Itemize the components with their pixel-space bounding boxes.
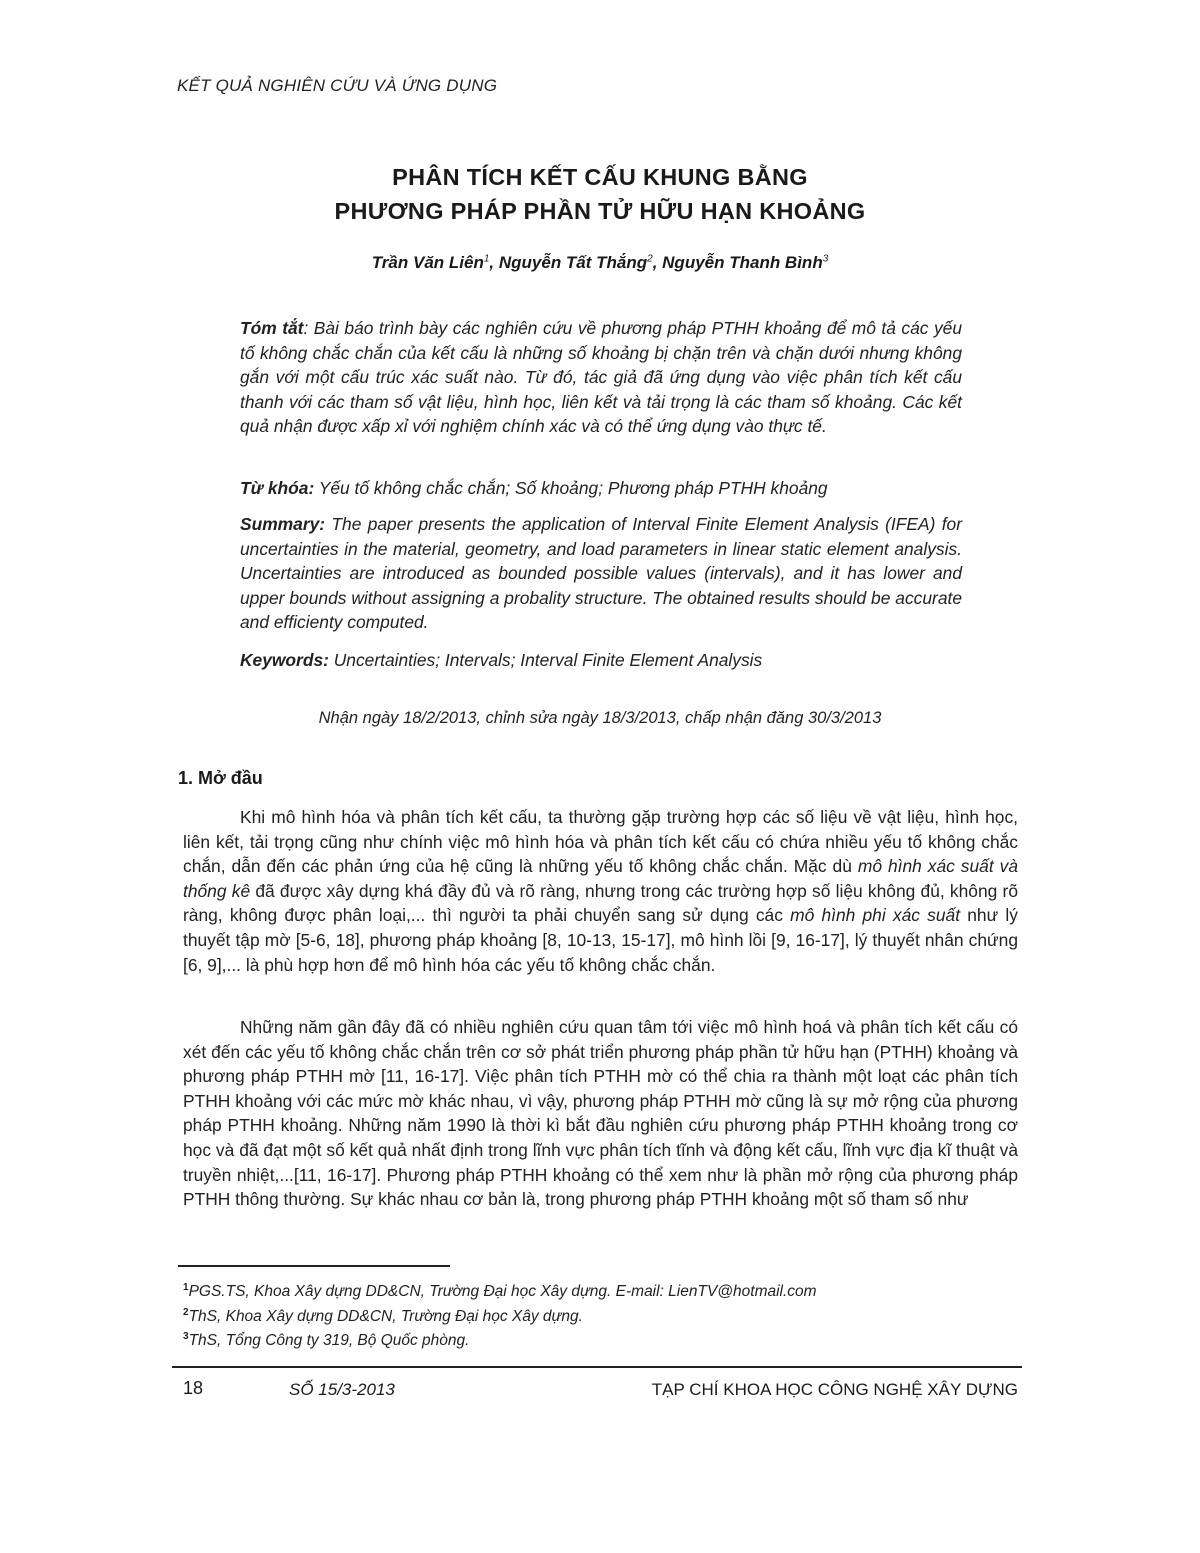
author-name: Trần Văn Liên: [371, 253, 484, 272]
abstract-text: : Bài báo trình bày các nghiên cứu về phương pháp PTHH khoảng để mô tả các yếu tố không chắc chắn của kết cấu là những số khoảng bị chặn trên và chặn dưới nhưng không gắn với một cấu trúc xác suất nào. Từ đó, tác giả đã ứng dụng vào việc phân tích kết cấu thanh với các tham số vật liệu, hình học, liên kết và tải trọng là các tham số khoảng. Các kết quả nhận được xấp xỉ với nghiệm chính xác và có thể ứng dụng vào thực tế.: [240, 318, 962, 436]
keywords-vietnamese: [240, 476, 962, 501]
footnote: [183, 1303, 817, 1328]
summary-text: The paper presents the application of Interval Finite Element Analysis (IFEA) for uncertainties in the material, geometry, and load parameters in linear static element analysis. Uncertainties are introduced as bounded possible values (intervals), and it has lower and upper bounds without assigning a probality structure. The obtained results should be accurate and efficienty computed.: [240, 514, 962, 632]
paper-title: [150, 160, 1050, 228]
footnote: [183, 1278, 817, 1303]
footnote-text: ThS, Khoa Xây dựng DD&CN, Trường Đại học Xây dựng.: [188, 1307, 583, 1325]
title-line-2: PHƯƠNG PHÁP PHẦN TỬ HỮU HẠN KHOẢNG: [334, 198, 866, 224]
section-heading: 1. Mở đầu: [178, 768, 263, 788]
received-dates: Nhận ngày 18/2/2013, chỉnh sửa ngày 18/3/2013, chấp nhận đăng 30/3/2013: [318, 709, 882, 727]
journal-name: TẠP CHÍ KHOA HỌC CÔNG NGHỆ XÂY DỰNG: [651, 1380, 1018, 1399]
author-affiliation-mark: 2: [647, 253, 653, 265]
author-name: Nguyễn Tất Thắng: [498, 253, 648, 272]
keywords-text: Yếu tố không chắc chắn; Số khoảng; Phương pháp PTHH khoảng: [314, 478, 828, 498]
keywords-english: [240, 648, 962, 673]
footnote: [183, 1327, 817, 1352]
footnote-divider: [178, 1265, 450, 1267]
abstract-label: Tóm tắt: [240, 318, 304, 338]
paragraph-text: Khi mô hình hóa và phân tích kết cấu, ta thường gặp trường hợp các số liệu về vật liệu, hình học, liên kết, tải trọng cũng như chính việc mô hình hóa và phân tích kết cấu có chứa nhiều yếu tố không chắc chắn, dẫn đến các phản ứng của hệ cũng là những yếu tố không chắc chắn. Mặc dù: [183, 807, 1018, 877]
emphasis-text: mô hình phi xác suất: [790, 905, 961, 926]
abstract-english: [240, 512, 962, 635]
footnote-mark: 1: [183, 1282, 189, 1293]
body-paragraph: Những năm gần đây đã có nhiều nghiên cứu quan tâm tới việc mô hình hoá và phân tích kết cấu có xét đến các yếu tố không chắc chắn trên cơ sở phát triển phương pháp phần tử hữu hạn (PTHH) khoảng và phương pháp PTHH mờ [11, 16-17]. Việc phân tích PTHH mờ có thể chia ra thành một loạt các phân tích PTHH khoảng với các mức mờ khác nhau, vì vậy, phương pháp PTHH mờ cũng là sự mở rộng của phương pháp PTHH khoảng. Những năm 1990 là thời kì bắt đầu nghiên cứu phương pháp PTHH khoảng trong cơ học và đã đạt một số kết quả nhất định trong lĩnh vực phân tích tĩnh và động kết cấu, lĩnh vực địa kĩ thuật và truyền nhiệt,...[11, 16-17]. Phương pháp PTHH khoảng có thể xem như là phần mở rộng của phương pháp PTHH thông thường. Sự khác nhau cơ bản là, trong phương pháp PTHH khoảng một số tham số như: [183, 1017, 1018, 1210]
page-number: 18: [183, 1378, 204, 1398]
keywords-text: Uncertainties; Intervals; Interval Finite Element Analysis: [328, 650, 763, 670]
footnote-text: ThS, Tổng Công ty 319, Bộ Quốc phòng.: [188, 1332, 470, 1350]
author-list: Trần Văn Liên$^1$, Nguyễn Tất Thắng$^2$, Nguyễn Thanh Bình$^3$: [371, 253, 829, 272]
title-line-1: PHÂN TÍCH KẾT CẤU KHUNG BẰNG: [392, 164, 808, 190]
keywords-label: Keywords:: [240, 650, 329, 670]
paragraph-text: như lý thuyết tập mờ [5-6, 18], phương pháp khoảng [8, 10-13, 15-17], mô hình lồi [9, 16-17], lý thuyết nhân chứng [6, 9],... là phù hợp hơn để mô hình hóa các yếu tố không chắc chắn.: [183, 905, 1018, 975]
body-paragraph: [183, 805, 1018, 977]
keywords-label: Từ khóa:: [240, 478, 315, 498]
footnote-text: PGS.TS, Khoa Xây dựng DD&CN, Trường Đại học Xây dựng. E-mail: LienTV@hotmail.com: [188, 1283, 817, 1301]
author-affiliation-mark: 3: [822, 253, 829, 265]
footnotes: [183, 1278, 817, 1352]
footer-divider: [172, 1366, 1022, 1368]
section-header-label: KẾT QUẢ NGHIÊN CỨU VÀ ỨNG DỤNG: [177, 76, 498, 95]
footnote-mark: 2: [183, 1306, 189, 1318]
emphasis-text: mô hình xác suất và thống kê: [183, 856, 1019, 901]
author-name: Nguyễn Thanh Bình: [662, 253, 823, 272]
issue-number: SỐ 15/3-2013: [289, 1380, 395, 1399]
author-affiliation-mark: 1: [483, 253, 490, 265]
paragraph-text: đã được xây dựng khá đầy đủ và rõ ràng, nhưng trong các trường hợp số liệu không đủ, không rõ ràng, không được phân loại,... thì người ta phải chuyển sang sử dụng các: [183, 880, 1019, 926]
footnote-mark: 3: [183, 1331, 189, 1343]
abstract-vietnamese: [240, 316, 962, 439]
summary-label: Summary:: [240, 514, 326, 534]
